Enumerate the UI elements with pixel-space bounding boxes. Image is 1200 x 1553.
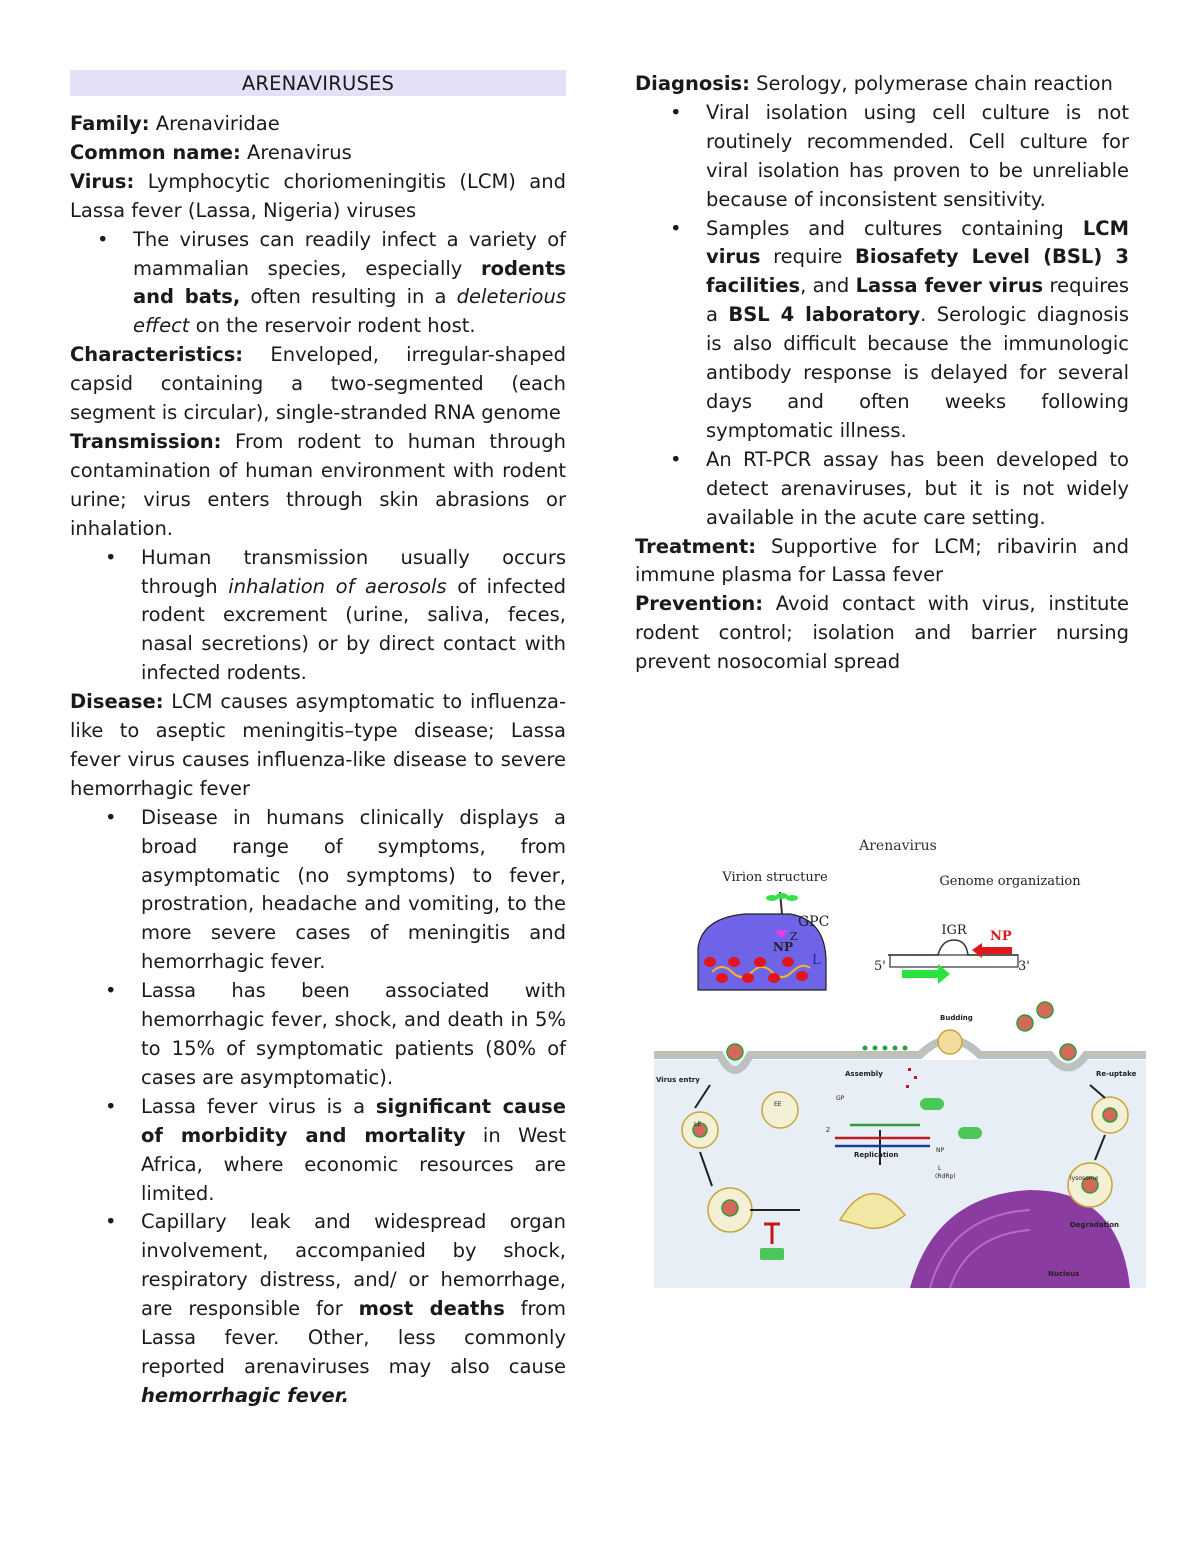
z-label: Z <box>790 930 798 943</box>
l-lifecycle-label: L <box>938 1165 942 1172</box>
bullet-italic: deleterious effect <box>133 285 566 338</box>
characteristics-line <box>70 341 566 428</box>
bullet-emphasis: significant cause of morbidity and mortality <box>141 1094 566 1147</box>
treatment-value: Supportive for LCM; ribavirin and immune plasma for Lassa fever <box>635 534 1129 587</box>
degradation-label: Degradation <box>1070 1221 1120 1229</box>
bullet-italic: inhalation of aerosols <box>228 574 447 598</box>
lysosome-label: lysosome <box>1070 1175 1099 1182</box>
virus-entry-label: Virus entry <box>656 1076 700 1084</box>
transmission-bullets <box>70 544 566 689</box>
gpc-label: GPC <box>798 914 830 930</box>
family-label: Family: <box>70 112 150 135</box>
family-line <box>70 110 566 139</box>
lifecycle-diagram <box>654 1002 1146 1288</box>
disease-label: Disease: <box>70 690 164 714</box>
bullet-text: Human transmission usually occurs through <box>141 545 566 598</box>
genome-organization-label: Genome organization <box>939 874 1081 889</box>
igr-label: IGR <box>941 923 967 938</box>
left-column <box>70 70 566 1411</box>
gp-label: GP <box>836 1095 845 1102</box>
list-item <box>133 226 566 342</box>
diagnosis-label: Diagnosis: <box>635 72 750 95</box>
bullet-text: . Serologic diagnosis is also difficult because the immunologic antibody response is delayed for several days and often weeks following symptomatic illness. <box>706 303 1130 442</box>
family-value: Arenaviridae <box>149 112 280 135</box>
bullet-emphasis: Lassa fever virus <box>855 274 1044 298</box>
common-name-value: Arenavirus <box>240 140 352 164</box>
virion-diagram <box>698 892 826 990</box>
list-item: • Viral isolation using cell culture is not routinely recommended. Cell culture for viral isolation has proven to be unreliable because of inconsistent sensitivity. <box>706 99 1129 215</box>
replication-label: Replication <box>854 1151 899 1159</box>
characteristics-value: Enveloped, irregular-shaped capsid containing a two-segmented (each segment is circular), single-stranded RNA genome <box>70 343 566 425</box>
bullet-text: Capillary leak and widespread organ involvement, accompanied by shock, respiratory distress, and/ or hemorrhage, are responsible for <box>141 1210 566 1321</box>
genome-diagram <box>874 923 1030 984</box>
np-lifecycle-label: NP <box>936 1147 945 1154</box>
bullet-emphasis: LCM virus <box>706 216 1129 269</box>
virus-line <box>70 168 566 226</box>
bullet-text: Lassa fever virus is a <box>141 1094 376 1118</box>
bullet-text: on the reservoir rodent host. <box>189 314 476 338</box>
list-item: • An RT-PCR assay has been developed to detect arenaviruses, but it is not widely available in the acute care setting. <box>706 446 1129 533</box>
five-prime-label: 5' <box>874 959 886 974</box>
bullet-text: requires a <box>706 274 1129 327</box>
disease-bullets <box>70 804 566 1411</box>
bullet-text: require <box>760 245 856 269</box>
list-item <box>141 544 566 689</box>
common-name-label: Common name: <box>70 140 241 164</box>
page-title: ARENAVIRUSES <box>70 70 566 96</box>
common-name-line <box>70 139 566 168</box>
virus-bullets <box>70 226 566 342</box>
list-item <box>141 1093 566 1209</box>
np-label: NP <box>773 940 793 954</box>
virus-label: Virus: <box>70 169 135 193</box>
virion-structure-label: Virion structure <box>722 870 828 885</box>
bullet-bold-italic: hemorrhagic fever. <box>141 1383 349 1407</box>
nucleus-label: Nucleus <box>1048 1270 1080 1278</box>
assembly-label: Assembly <box>845 1070 883 1078</box>
list-item <box>141 1208 566 1410</box>
np-gene-label: NP <box>990 929 1012 944</box>
transmission-value: From rodent to human through contamination of human environment with rodent urine; virus enters through skin abrasions or inhalation. <box>70 429 566 540</box>
right-column <box>635 70 1129 677</box>
disease-value: LCM causes asymptomatic to influenza-like to aseptic meningitis–type disease; Lassa fever virus causes influenza-like disease to severe hemorrhagic fever <box>70 690 566 800</box>
diagnosis-value: Serology, polymerase chain reaction <box>749 72 1113 95</box>
diagnosis-bullets <box>635 99 1129 533</box>
le-label: LE <box>694 1121 702 1128</box>
z-lifecycle-label: Z <box>826 1127 831 1134</box>
bullet-text: from Lassa fever. Other, less commonly reported arenaviruses may also cause <box>141 1297 567 1378</box>
arenavirus-figure <box>650 830 1150 1290</box>
bullet-text: often resulting in a <box>240 285 457 309</box>
prevention-line <box>635 590 1129 677</box>
treatment-label: Treatment: <box>635 534 757 558</box>
bullet-emphasis: most deaths <box>358 1297 505 1321</box>
reuptake-label: Re-uptake <box>1096 1070 1137 1078</box>
rdrp-label: (RdRp) <box>935 1173 956 1180</box>
bullet-text: in West Africa, where economic resources are limited. <box>141 1123 566 1205</box>
list-item: • Lassa has been associated with hemorrhagic fever, shock, and death in 5% to 15% of symptomatic patients (80% of cases are asymptomatic). <box>141 977 566 1093</box>
bullet-text: Samples and cultures containing <box>706 216 1083 240</box>
transmission-label: Transmission: <box>70 429 222 453</box>
bullet-emphasis: Biosafety Level (BSL) 3 facilities <box>706 245 1129 298</box>
three-prime-label: 3' <box>1018 959 1030 974</box>
bullet-text: of infected rodent excrement (urine, saliva, feces, nasal secretions) or by direct contact with infected rodents. <box>141 574 566 685</box>
bullet-text: , and <box>800 274 856 298</box>
l-label: L <box>812 953 821 968</box>
figure-title: Arenavirus <box>859 838 937 854</box>
diagnosis-line <box>635 70 1129 99</box>
characteristics-label: Characteristics: <box>70 343 244 367</box>
disease-line <box>70 688 566 804</box>
prevention-label: Prevention: <box>635 592 764 616</box>
list-item: • Disease in humans clinically displays a broad range of symptoms, from asymptomatic (no symptoms) to fever, prostration, headache and vomiting, to the more severe cases of meningitis and hemorrhagic fever. <box>141 804 566 977</box>
bullet-text: The viruses can readily infect a variety of mammalian species, especially <box>133 227 566 280</box>
bullet-emphasis: BSL 4 laboratory <box>728 303 921 327</box>
treatment-line <box>635 533 1129 591</box>
ee-label: EE <box>774 1101 782 1108</box>
prevention-value: Avoid contact with virus, institute rodent control; isolation and barrier nursing prevent nosocomial spread <box>635 592 1129 674</box>
bullet-emphasis: rodents and bats, <box>133 256 566 309</box>
list-item <box>706 215 1129 446</box>
virus-value: Lymphocytic choriomeningitis (LCM) and Lassa fever (Lassa, Nigeria) viruses <box>70 169 566 222</box>
transmission-line <box>70 428 566 544</box>
budding-label: Budding <box>940 1014 973 1022</box>
